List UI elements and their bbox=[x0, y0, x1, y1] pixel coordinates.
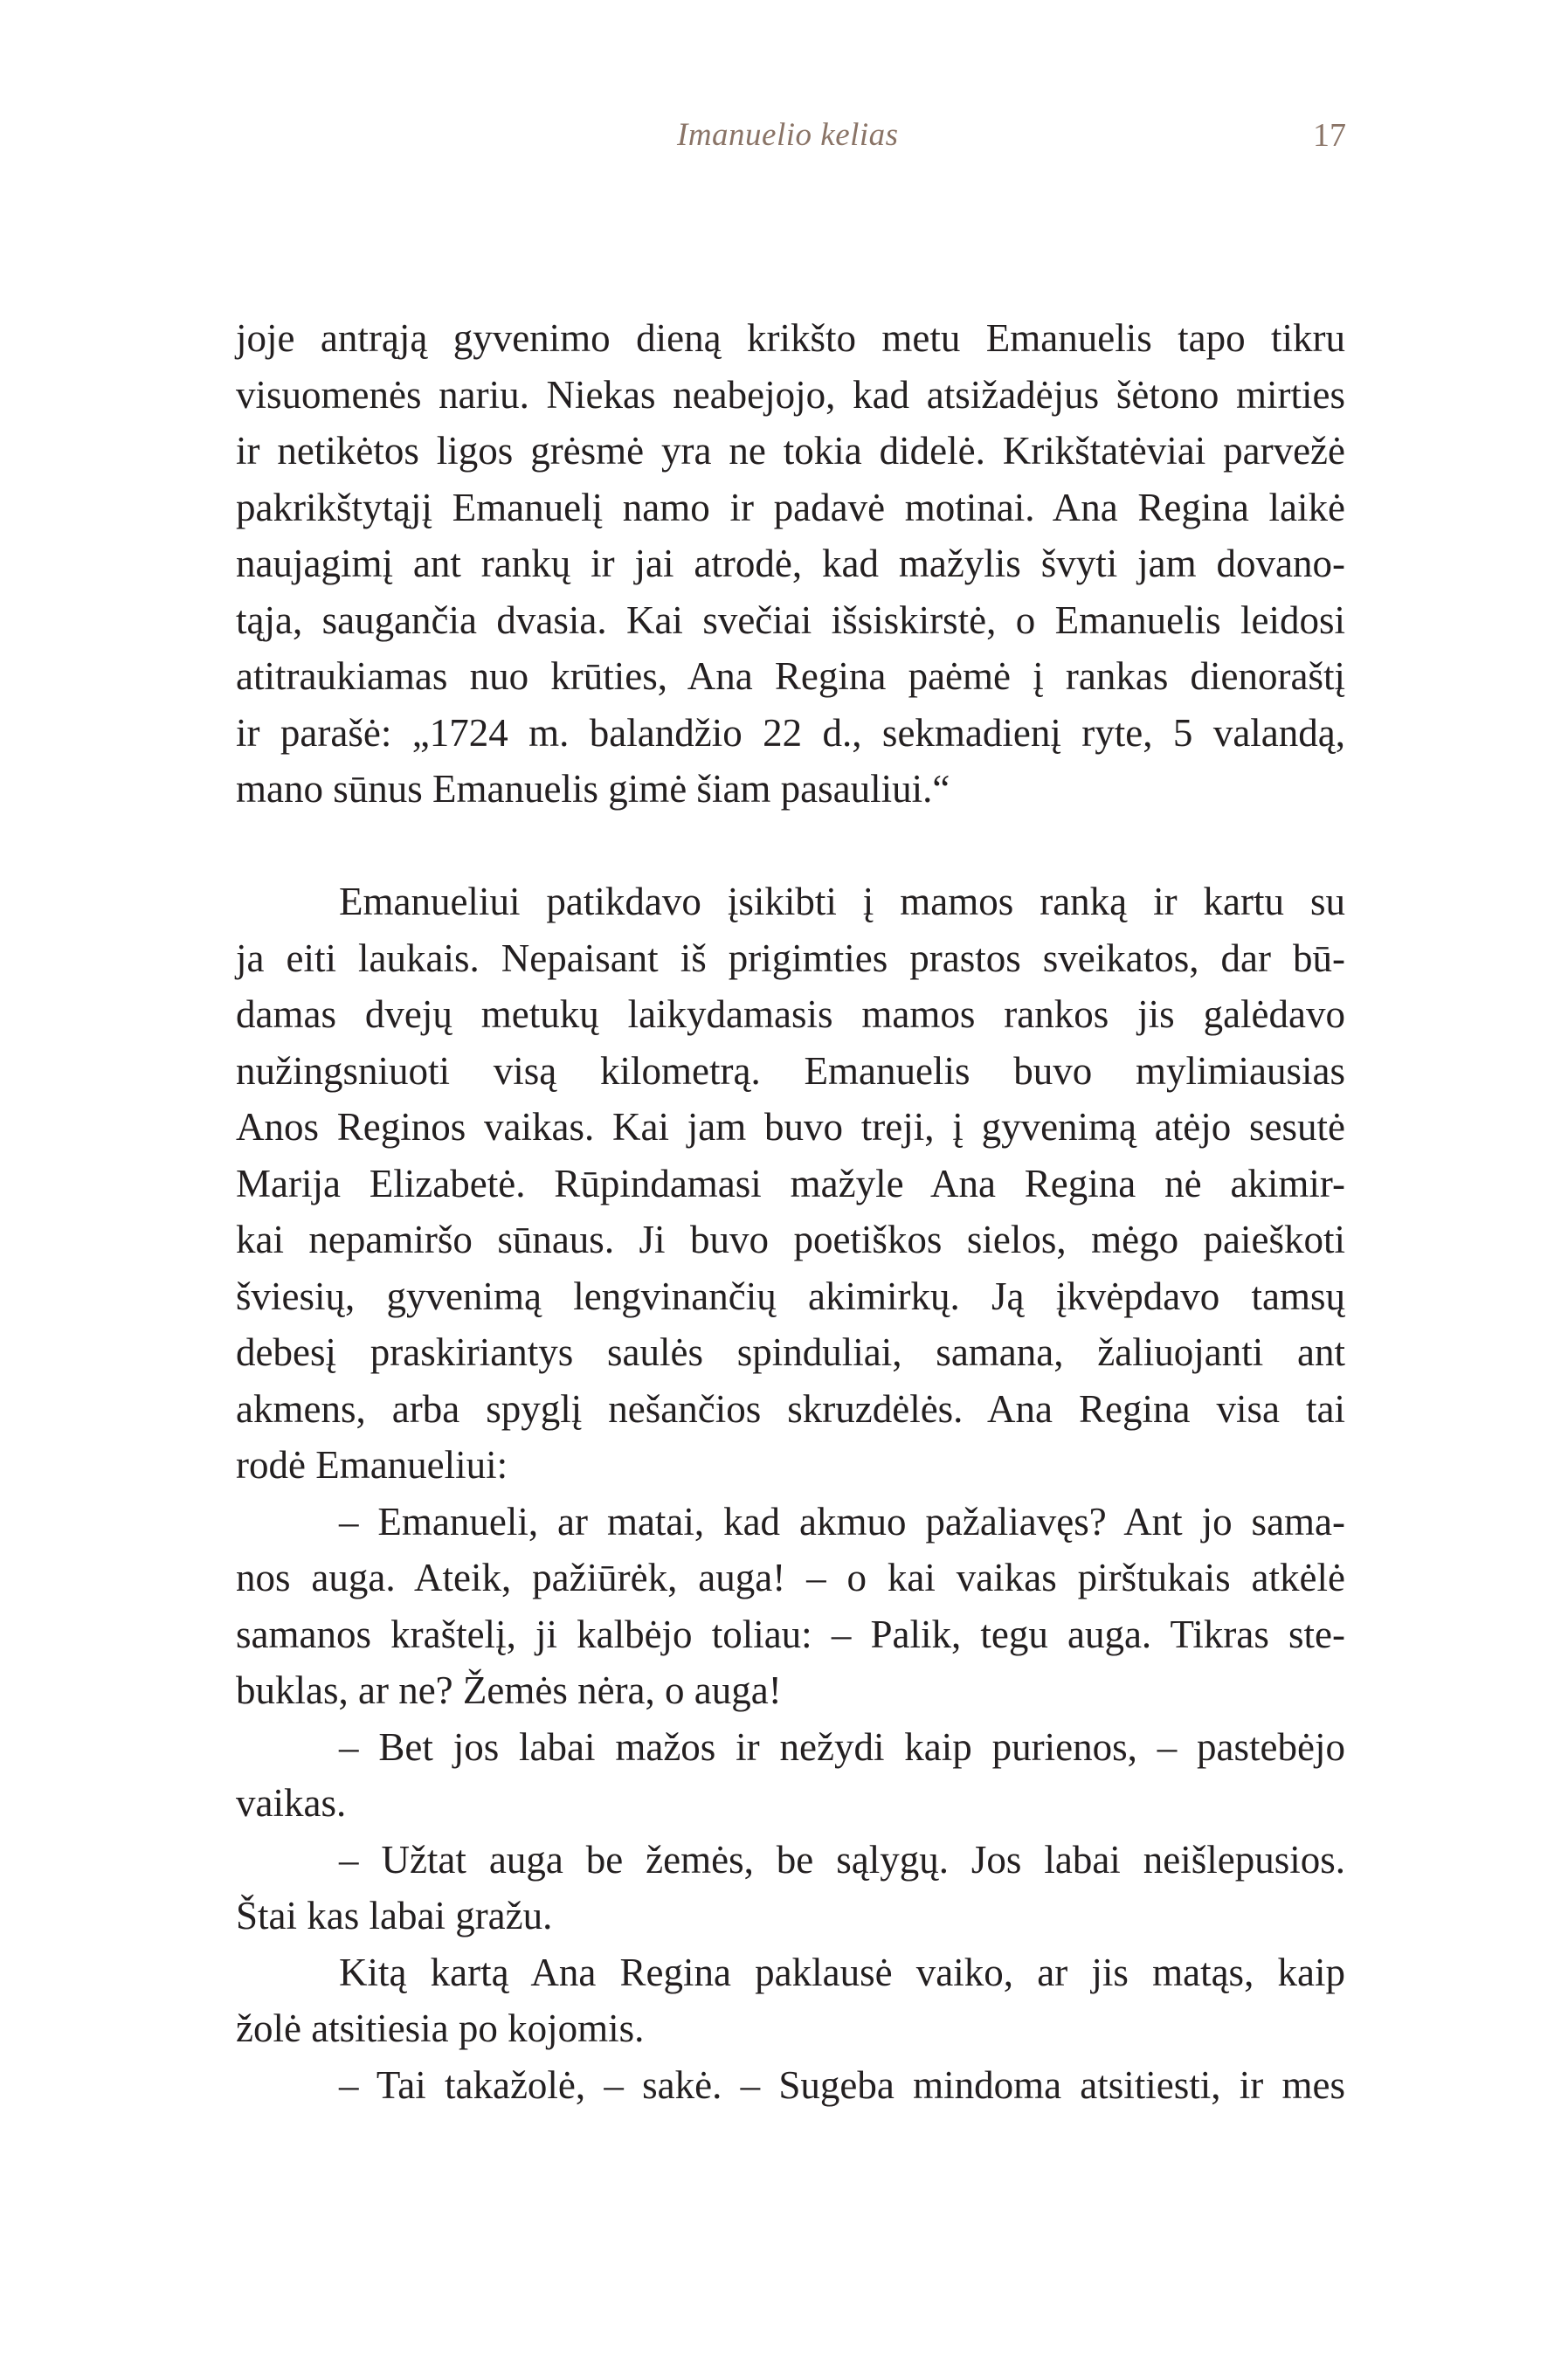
paragraph bbox=[236, 2057, 1345, 2114]
text-line: visuomenės nariu. Niekas neabejojo, kad atsižadėjus šėtono mirties bbox=[236, 372, 1345, 417]
text-line: atitraukiamas nuo krūties, Ana Regina paėmė į rankas dienoraštį bbox=[236, 654, 1345, 698]
paragraph bbox=[236, 310, 1345, 818]
text-line: – Užtat auga be žemės, be sąlygų. Jos labai neišlepusios. bbox=[339, 1837, 1345, 1882]
paragraph bbox=[236, 1719, 1345, 1832]
paragraph bbox=[236, 1944, 1345, 2057]
running-title: Imanuelio kelias bbox=[677, 117, 899, 153]
page-number: 17 bbox=[1313, 117, 1346, 154]
text-line: damas dvejų metukų laikydamasis mamos rankos jis galėdavo bbox=[236, 992, 1345, 1036]
text-line: ja eiti laukais. Nepaisant iš prigimties prastos sveikatos, dar bū- bbox=[236, 936, 1345, 980]
body-text bbox=[236, 310, 1345, 2113]
text-line: šviesių, gyvenimą lengvinančių akimirkų. Ją įkvėpdavo tamsų bbox=[236, 1274, 1345, 1318]
text-line: Kitą kartą Ana Regina paklausė vaiko, ar jis matąs, kaip bbox=[339, 1950, 1345, 1994]
text-line: akmens, arba spyglį nešančios skruzdėlės. Ana Regina visa tai bbox=[236, 1386, 1345, 1431]
text-line: joje antrąją gyvenimo dieną krikšto metu Emanuelis tapo tikru bbox=[236, 316, 1345, 360]
text-line: Anos Reginos vaikas. Kai jam buvo treji, į gyvenimą atėjo sesutė bbox=[236, 1105, 1345, 1149]
text-line: debesį praskiriantys saulės spinduliai, samana, žaliuojanti ant bbox=[236, 1330, 1345, 1374]
text-line: nužingsniuoti visą kilometrą. Emanuelis buvo mylimiausias bbox=[236, 1048, 1345, 1093]
text-line: rodė Emanueliui: bbox=[236, 1443, 508, 1487]
text-line: kai nepamiršo sūnaus. Ji buvo poetiškos sielos, mėgo paieškoti bbox=[236, 1218, 1345, 1261]
text-line: tąja, saugančia dvasia. Kai svečiai išsiskirstė, o Emanuelis leidosi bbox=[236, 597, 1345, 642]
paragraph bbox=[236, 874, 1345, 1494]
running-head bbox=[0, 116, 1568, 169]
text-line: ir netikėtos ligos grėsmė yra ne tokia didelė. Krikštatėviai parvežė bbox=[236, 429, 1345, 473]
text-line: nos auga. Ateik, pažiūrėk, auga! – o kai vaikas pirštukais atkėlė bbox=[236, 1556, 1345, 1599]
text-line: pakrikštytąjį Emanuelį namo ir padavė motinai. Ana Regina laikė bbox=[236, 485, 1345, 529]
text-line: Štai kas labai gražu. bbox=[236, 1894, 553, 1937]
paragraph-gap bbox=[236, 818, 1345, 874]
text-line: ir parašė: „1724 m. balandžio 22 d., sekmadienį ryte, 5 valandą, bbox=[236, 710, 1345, 755]
text-line: Marija Elizabetė. Rūpindamasi mažyle Ana Regina nė akimir- bbox=[236, 1161, 1345, 1205]
text-line: buklas, ar ne? Žemės nėra, o auga! bbox=[236, 1668, 782, 1712]
text-line: – Emanueli, ar matai, kad akmuo pažaliavęs? Ant jo sama- bbox=[339, 1499, 1345, 1544]
text-line: mano sūnus Emanuelis gimė šiam pasauliui.“ bbox=[236, 767, 950, 811]
text-line: samanos kraštelį, ji kalbėjo toliau: – Palik, tegu auga. Tikras ste- bbox=[236, 1612, 1345, 1656]
text-line: – Tai takažolė, – sakė. – Sugeba mindoma atsitiesti, ir mes bbox=[339, 2062, 1345, 2107]
text-line: vaikas. bbox=[236, 1781, 347, 1825]
text-line: naujagimį ant rankų ir jai atrodė, kad mažylis švyti jam dovano- bbox=[236, 542, 1345, 585]
paragraph bbox=[236, 1832, 1345, 1944]
paragraph bbox=[236, 1494, 1345, 1719]
text-line: – Bet jos labai mažos ir nežydi kaip purienos, – pastebėjo bbox=[339, 1724, 1345, 1769]
text-line: Emanueliui patikdavo įsikibti į mamos ranką ir kartu su bbox=[339, 880, 1345, 923]
text-line: žolė atsitiesia po kojomis. bbox=[236, 2006, 645, 2050]
